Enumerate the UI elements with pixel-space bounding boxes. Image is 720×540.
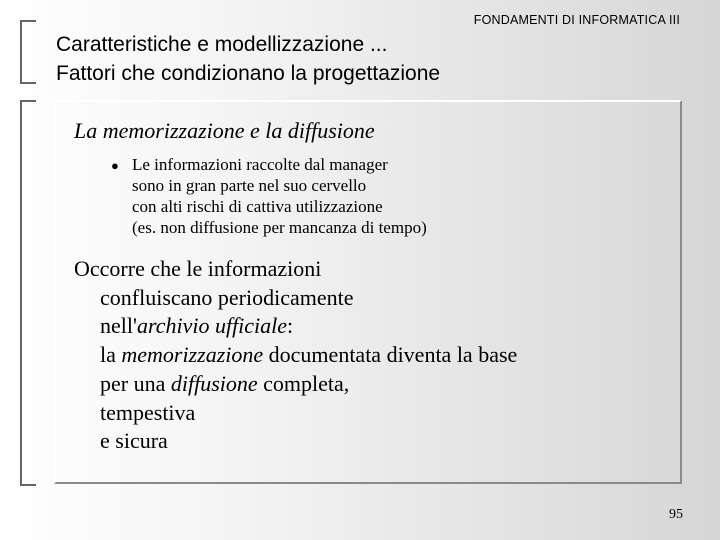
bullet-line: con alti rischi di cattiva utilizzazione <box>132 197 383 216</box>
page-number: 95 <box>669 507 683 522</box>
main-paragraph <box>74 255 674 456</box>
emphasis-archivio: archivio ufficiale <box>136 313 288 339</box>
main-line <box>74 312 674 341</box>
content-bracket <box>20 100 36 486</box>
main-text-fragment: la <box>100 342 122 368</box>
title-line-2: Fattori che condizionano la progettazione <box>56 62 441 85</box>
main-text-fragment: per una <box>100 370 171 396</box>
bullet-dot-icon: ● <box>111 158 119 173</box>
main-text-fragment: nell' <box>100 313 137 339</box>
bullet-text <box>132 154 427 238</box>
main-line <box>74 370 674 399</box>
emphasis-diffusione: diffusione <box>170 370 258 396</box>
slide-title <box>56 30 440 88</box>
main-text-fragment: completa, <box>257 370 350 396</box>
title-bracket <box>20 20 36 84</box>
course-header: FONDAMENTI DI INFORMATICA III <box>473 13 680 27</box>
emphasis-memorizzazione: memorizzazione <box>121 342 264 368</box>
title-line-1: Caratteristiche e modellizzazione ... <box>56 33 388 56</box>
bullet-line: sono in gran parte nel suo cervello <box>132 176 367 195</box>
main-line: tempestiva <box>100 399 196 425</box>
section-heading: La memorizzazione e la diffusione <box>74 118 375 143</box>
main-line: confluiscano periodicamente <box>100 284 354 310</box>
bullet-line: (es. non diffusione per mancanza di tempo) <box>132 218 427 237</box>
main-line <box>74 341 674 370</box>
bullet-line: Le informazioni raccolte dal manager <box>132 155 388 174</box>
main-line: Occorre che le informazioni <box>74 256 322 281</box>
main-text-fragment: : <box>287 313 294 339</box>
main-text-fragment: documentata diventa la base <box>263 342 518 368</box>
main-line: e sicura <box>100 428 168 454</box>
